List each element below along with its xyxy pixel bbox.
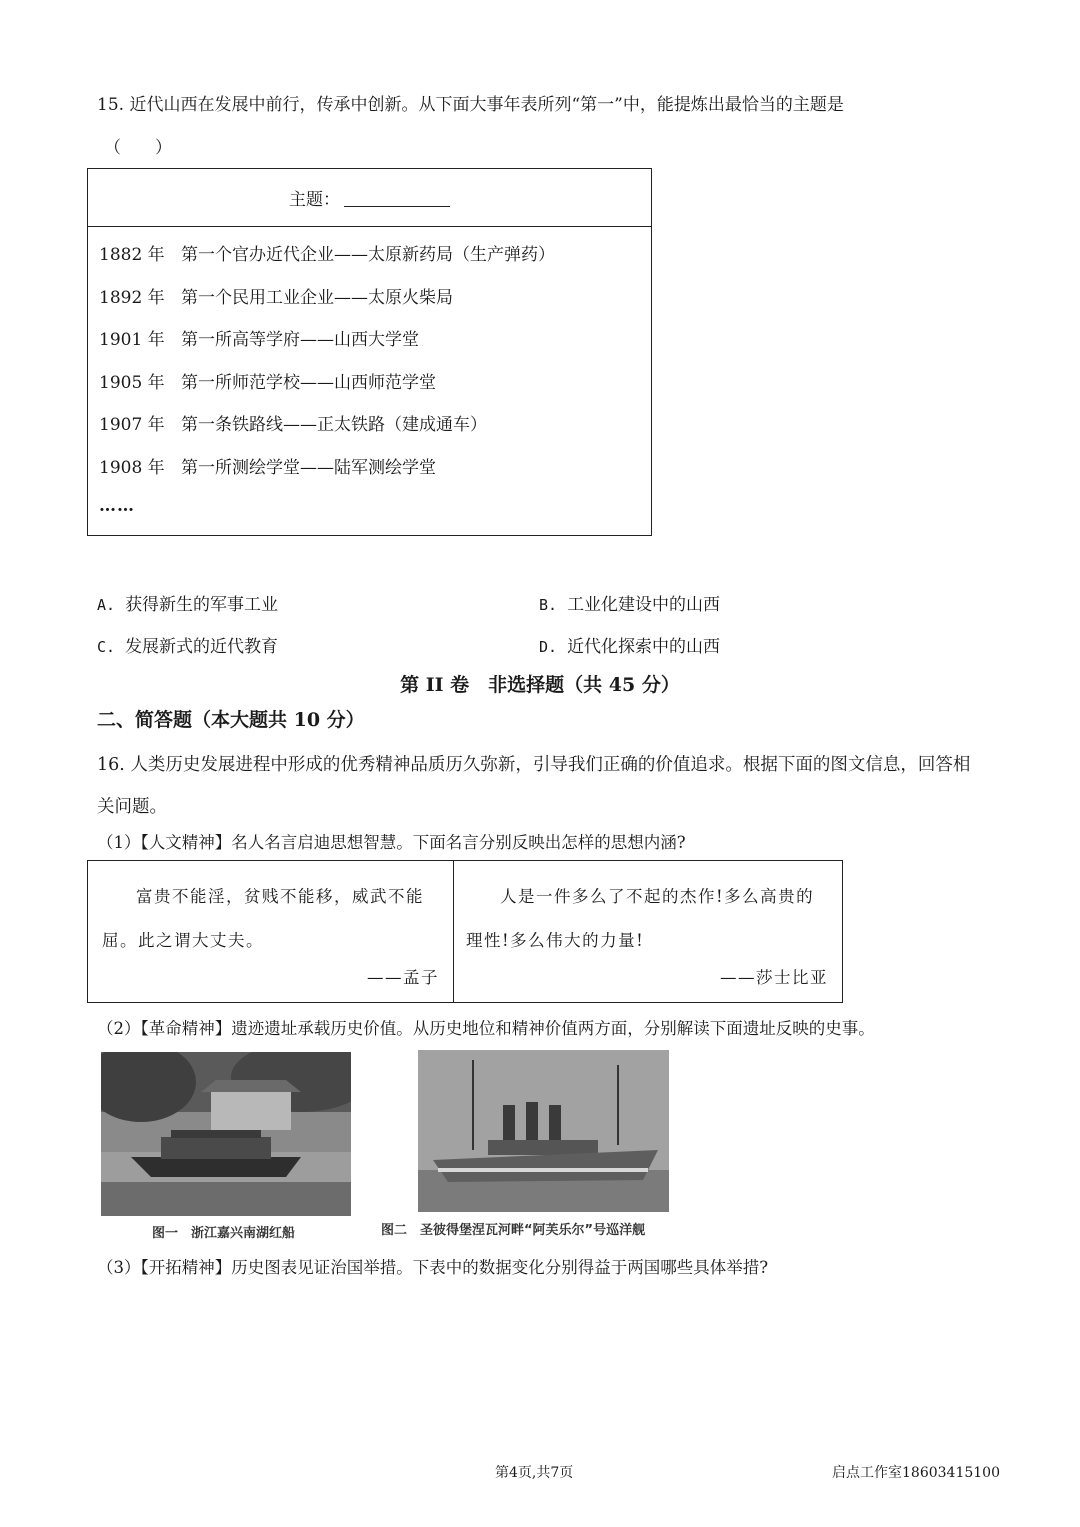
event-text: 第一所师范学校——山西师范学堂 (181, 372, 436, 393)
section-title: 第 II 卷 非选择题（共 45 分） (400, 674, 680, 696)
quote-text: 富贵不能淫，贫贱不能移，威武不能屈。此之谓大丈夫。 (102, 887, 424, 950)
studio-contact: 启点工作室18603415100 (832, 1465, 1000, 1481)
cruiser-illustration (418, 1050, 669, 1212)
timeline-row (99, 241, 651, 284)
event-year: 1882 年 (99, 245, 165, 265)
timeline-row (99, 326, 651, 369)
option-letter: A. (97, 596, 116, 614)
option-letter: D. (539, 638, 558, 656)
option-letter: C. (97, 638, 116, 656)
quote-source: ——孟子 (367, 968, 439, 987)
q16-sub3: （3）【开拓精神】历史图表见证治国举措。下表中的数据变化分别得益于两国哪些具体举措? (97, 1258, 769, 1277)
q15-answer-paren: （ ） (104, 138, 172, 158)
event-text: 第一所高等学府——山西大学堂 (181, 330, 419, 350)
red-boat-photo (101, 1052, 351, 1216)
quote-cell-mencius (88, 861, 454, 1002)
option-text: 获得新生的军事工业 (125, 595, 279, 615)
q15-stem: 15. 近代山西在发展中前行，传承中创新。从下面大事年表所列“第一”中，能提炼出最恰当的主题是 (97, 95, 844, 115)
event-year: 1907 年 (99, 415, 165, 435)
option-b[interactable] (539, 590, 720, 615)
timeline-row (99, 369, 651, 412)
event-year: 1905 年 (99, 372, 165, 393)
quote-source: ——莎士比亚 (720, 968, 828, 987)
event-year: 1892 年 (99, 287, 165, 308)
quote-text: 人是一件多么了不起的杰作!多么高贵的理性!多么伟大的力量! (466, 887, 815, 950)
red-boat-illustration (101, 1052, 351, 1216)
option-letter: B. (539, 596, 558, 614)
theme-row (88, 169, 651, 227)
q16-stem: 16. 人类历史发展进程中形成的优秀精神品质历久弥新，引导我们正确的价值追求。根据下面的图文信息，回答相关问题。 (97, 755, 971, 817)
event-text: 第一条铁路线——正太铁路（建成通车） (181, 415, 487, 435)
event-text: 第一所测绘学堂——陆军测绘学堂 (181, 457, 436, 478)
theme-blank (344, 188, 450, 207)
cruiser-photo (418, 1050, 669, 1212)
section-subtitle: 二、简答题（本大题共 10 分） (97, 709, 365, 731)
option-text: 近代化探索中的山西 (567, 637, 721, 657)
quote-table (87, 860, 843, 1003)
timeline-ellipsis: …… (99, 496, 135, 516)
page-number: 第4页,共7页 (495, 1465, 574, 1481)
event-text: 第一个官办近代企业——太原新药局（生产弹药） (181, 245, 555, 265)
option-d[interactable] (539, 632, 720, 657)
quote-cell-shakespeare (454, 861, 842, 1002)
q16-sub2: （2）【革命精神】遗迹遗址承载历史价值。从历史地位和精神价值两方面，分别解读下面遗址反映的史事。 (97, 1019, 875, 1038)
option-c[interactable] (97, 632, 278, 657)
figure1-caption: 图一 浙江嘉兴南湖红船 (152, 1226, 296, 1241)
option-a[interactable] (97, 590, 278, 615)
timeline-row (99, 411, 651, 454)
theme-label: 主题： (289, 190, 340, 210)
event-year: 1901 年 (99, 330, 165, 350)
timeline-table (87, 168, 652, 536)
timeline-row (99, 284, 651, 327)
figure2-caption: 图二 圣彼得堡涅瓦河畔“阿芙乐尔”号巡洋舰 (381, 1223, 646, 1238)
timeline-events (88, 227, 651, 516)
event-year: 1908 年 (99, 457, 165, 478)
event-text: 第一个民用工业企业——太原火柴局 (181, 287, 453, 308)
option-text: 发展新式的近代教育 (125, 637, 279, 657)
timeline-row (99, 454, 651, 497)
q16-sub1: （1）【人文精神】名人名言启迪思想智慧。下面名言分别反映出怎样的思想内涵? (97, 833, 686, 852)
option-text: 工业化建设中的山西 (567, 595, 721, 615)
